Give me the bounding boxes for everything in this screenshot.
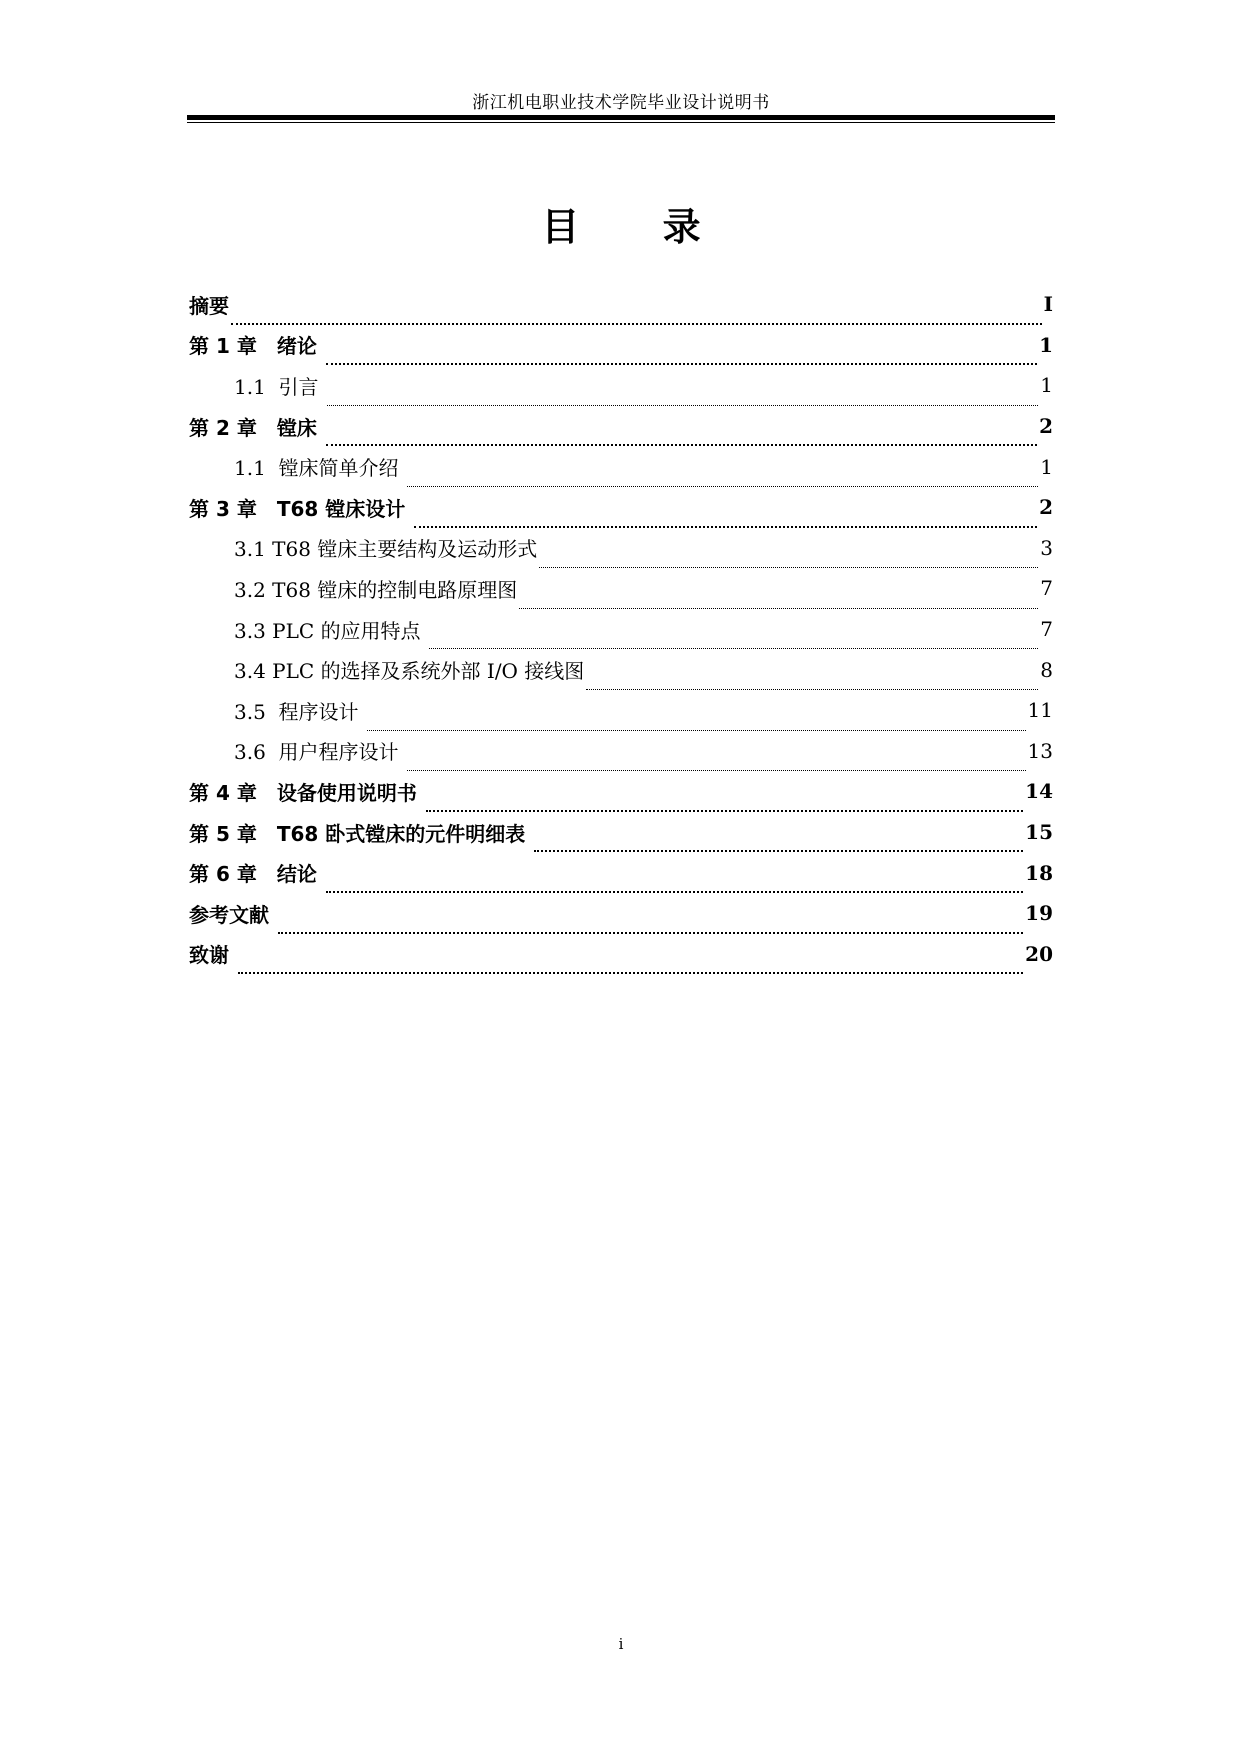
toc-entry-page: 3 (1040, 535, 1053, 560)
toc-entry-page: 2 (1039, 495, 1053, 520)
toc-entry-label: 参考文献 (189, 902, 276, 927)
toc-entry-chapter[interactable] (189, 325, 1053, 366)
toc-entry-label: 第 4 章 设备使用说明书 (189, 780, 424, 805)
toc-entry-label: 第 1 章 绪论 (189, 334, 324, 359)
toc-entry-page: 20 (1025, 941, 1053, 966)
toc-entry-section[interactable] (189, 446, 1053, 487)
toc-entry-section[interactable] (189, 731, 1053, 772)
toc-entry-label: 第 5 章 T68 卧式镗床的元件明细表 (189, 821, 533, 846)
toc-entry-label: 3.3 PLC 的应用特点 (234, 618, 427, 643)
toc-entry-chapter[interactable] (189, 893, 1053, 934)
toc-entry-label: 3.4 PLC 的选择及系统外部 I/O 接线图 (234, 659, 585, 684)
toc-dot-leader (326, 435, 1037, 446)
toc-entry-label: 第 2 章 镗床 (189, 415, 324, 440)
toc-entry-label: 3.2 T68 镗床的控制电路原理图 (234, 577, 518, 602)
toc-entry-label: 致谢 (189, 943, 236, 968)
toc-dot-leader (534, 841, 1023, 852)
toc-entry-section[interactable] (189, 528, 1053, 569)
toc-entry-chapter[interactable] (189, 812, 1053, 853)
toc-dot-leader (586, 680, 1038, 690)
toc-dot-leader (407, 761, 1026, 771)
toc-entry-chapter[interactable] (189, 284, 1053, 325)
toc-dot-leader (326, 354, 1037, 365)
toc-dot-leader (278, 923, 1023, 934)
toc-dot-leader (238, 963, 1023, 974)
toc-entry-page: 15 (1025, 820, 1053, 845)
toc-entry-label: 1.1 镗床简单介绍 (234, 456, 405, 481)
header-rule-thin (187, 122, 1055, 123)
toc-entry-page: 7 (1040, 576, 1053, 601)
header-rule-thick (187, 115, 1055, 120)
toc-entry-page: 14 (1025, 779, 1053, 804)
toc-dot-leader (327, 396, 1038, 406)
toc-entry-page: 7 (1040, 617, 1053, 642)
toc-dot-leader (429, 639, 1038, 649)
toc-entry-page: 1 (1040, 373, 1053, 398)
toc-entry-chapter[interactable] (189, 406, 1053, 447)
toc-entry-page: 1 (1039, 332, 1053, 357)
toc-dot-leader (519, 599, 1038, 609)
toc-entry-label: 3.6 用户程序设计 (234, 740, 405, 765)
toc-entry-chapter[interactable] (189, 487, 1053, 528)
toc-entry-page: 8 (1040, 657, 1053, 682)
toc-entry-chapter[interactable] (189, 934, 1053, 975)
toc-entry-page: I (1043, 292, 1053, 317)
toc-entry-page: 11 (1027, 698, 1053, 723)
toc-dot-leader (414, 517, 1037, 528)
toc-entry-section[interactable] (189, 568, 1053, 609)
toc-entry-page: 13 (1027, 738, 1053, 763)
toc-entry-chapter[interactable] (189, 852, 1053, 893)
toc-entry-section[interactable] (189, 365, 1053, 406)
toc-dot-leader (426, 801, 1023, 812)
toc-dot-leader (326, 882, 1023, 893)
toc-entry-chapter[interactable] (189, 771, 1053, 812)
toc-dot-leader (407, 477, 1038, 487)
toc-dot-leader (539, 558, 1038, 568)
toc-dot-leader (231, 314, 1042, 325)
table-of-contents (189, 284, 1053, 974)
toc-dot-leader (367, 721, 1026, 731)
toc-entry-label: 3.1 T68 镗床主要结构及运动形式 (234, 537, 538, 562)
toc-entry-label: 第 3 章 T68 镗床设计 (189, 496, 413, 521)
toc-entry-label: 1.1 引言 (234, 374, 325, 399)
toc-entry-label: 第 6 章 结论 (189, 862, 324, 887)
toc-entry-page: 1 (1040, 454, 1053, 479)
toc-entry-section[interactable] (189, 649, 1053, 690)
toc-entry-label: 摘要 (189, 293, 229, 318)
toc-entry-label: 3.5 程序设计 (234, 699, 365, 724)
toc-entry-page: 2 (1039, 414, 1053, 439)
page-number: i (618, 1635, 624, 1653)
toc-entry-page: 19 (1025, 901, 1053, 926)
toc-entry-section[interactable] (189, 690, 1053, 731)
toc-entry-page: 18 (1025, 860, 1053, 885)
toc-title: 目 录 (541, 205, 701, 249)
toc-entry-section[interactable] (189, 609, 1053, 650)
page-header: 浙江机电职业技术学院毕业设计说明书 (472, 93, 770, 113)
